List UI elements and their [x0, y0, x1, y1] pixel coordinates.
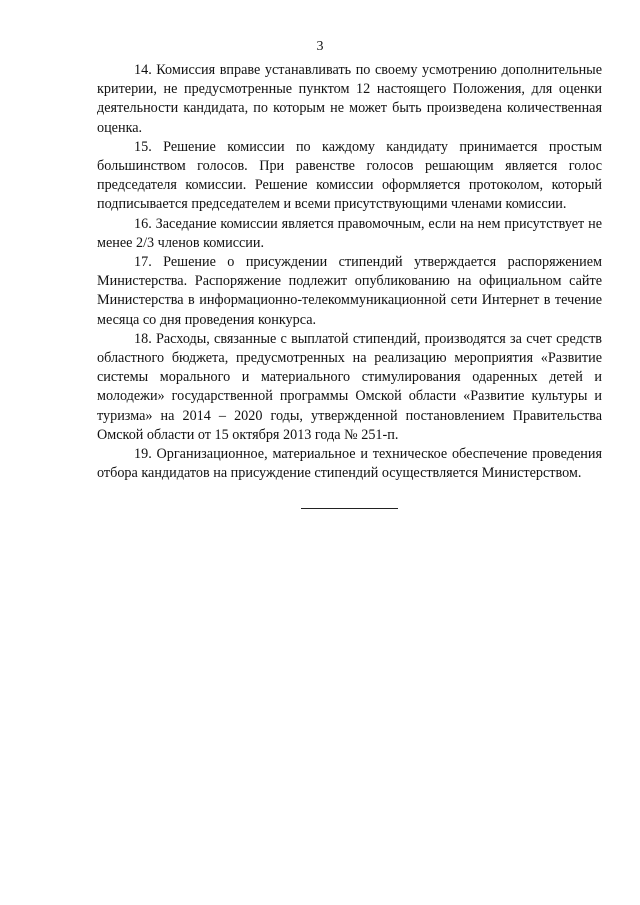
end-separator-line: [301, 508, 398, 509]
document-body: [97, 61, 602, 483]
paragraph-18: 18. Расходы, связанные с выплатой стипендий, производятся за счет средств областного бюджета, предусмотренных на реализацию мероприятия «Развитие системы морального и материального стимулирования одаренных детей и молодежи» государственной программы Омской области «Развитие культуры и туризма» на 2014 – 2020 годы, утвержденной постановлением Правительства Омской области от 15 октября 2013 года № 251-п.: [97, 330, 602, 443]
paragraph-15: 15. Решение комиссии по каждому кандидату принимается простым большинством голосов. При равенстве голосов решающим является голос председателя комиссии. Решение комиссии оформляется протоколом, который подписывается председателем и всеми присутствующими членами комиссии.: [97, 138, 602, 213]
page-number: 3: [316, 39, 324, 54]
paragraph-16: 16. Заседание комиссии является правомочным, если на нем присутствует не менее 2/3 членов комиссии.: [97, 215, 602, 251]
paragraph-19: 19. Организационное, материальное и техническое обеспечение проведения отбора кандидатов на присуждение стипендий осуществляется Министерством.: [97, 446, 602, 482]
paragraph-14: 14. Комиссия вправе устанавливать по своему усмотрению дополнительные критерии, не предусмотренные пунктом 12 настоящего Положения, для оценки деятельности кандидата, по которым не может быть произведена количественная оценка.: [97, 62, 602, 136]
paragraph-17: 17. Решение о присуждении стипендий утверждается распоряжением Министерства. Распоряжение подлежит опубликованию на официальном сайте Министерства в информационно-телекоммуникационной сети Интернет в течение месяца со дня проведения конкурса.: [97, 254, 602, 328]
